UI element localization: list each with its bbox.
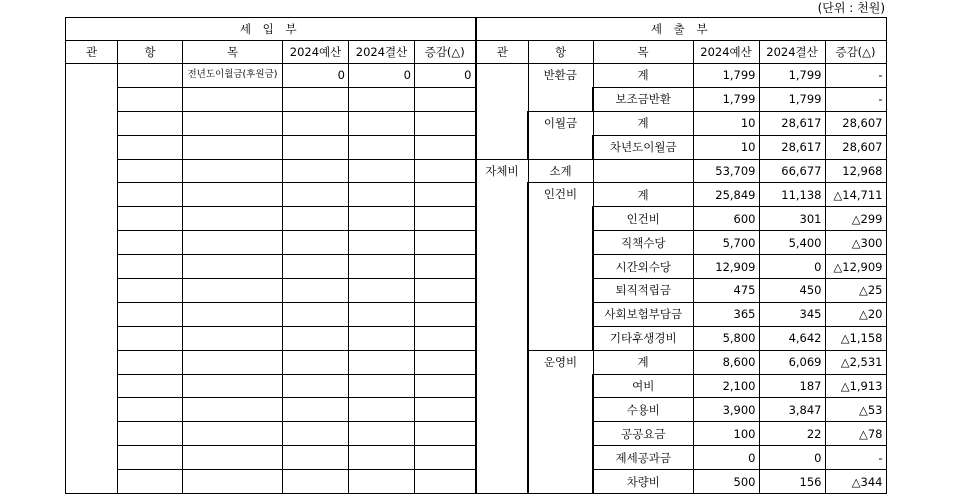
expense-header-row [476, 41, 886, 64]
cell-change: △299 [825, 207, 886, 231]
table-row [476, 64, 886, 88]
cell [118, 64, 183, 88]
cell-settlement: 1,799 [759, 87, 825, 111]
cell-settlement: 6,069 [759, 350, 825, 374]
cell-mok: 인건비 [593, 207, 693, 231]
cell-budget: 1,799 [693, 64, 759, 88]
table-row [66, 64, 476, 88]
table-row [66, 207, 476, 231]
hang-bangwan: 반환금 [528, 64, 593, 112]
revenue-header-row [66, 41, 476, 64]
cell-mok: 계 [593, 183, 693, 207]
cell-budget: 2,100 [693, 374, 759, 398]
hang-unyeong: 운영비 [528, 350, 593, 493]
cell-settlement: 28,617 [759, 111, 825, 135]
table-row [66, 279, 476, 303]
cell-settlement: 28,617 [759, 135, 825, 159]
cell-change: - [825, 64, 886, 88]
table-row [476, 350, 886, 374]
cell-mok: 계 [593, 64, 693, 88]
cell-budget: 1,799 [693, 87, 759, 111]
cell-change: △78 [825, 422, 886, 446]
cell-mok: 계 [593, 111, 693, 135]
cell-mok: 차량비 [593, 470, 693, 494]
cell-budget: 500 [693, 470, 759, 494]
cell-change: △14,711 [825, 183, 886, 207]
cell-mok [593, 159, 693, 183]
cell-mok: 여비 [593, 374, 693, 398]
table-row [66, 159, 476, 183]
table-row [66, 374, 476, 398]
table-row [476, 159, 886, 183]
table-row [66, 398, 476, 422]
cell-change: △1,158 [825, 326, 886, 350]
cell-budget: 0 [283, 64, 349, 88]
cell-mok: 직책수당 [593, 231, 693, 255]
cell-settlement: 0 [759, 255, 825, 279]
cell-change: △25 [825, 279, 886, 303]
table-row [66, 350, 476, 374]
table-row [66, 255, 476, 279]
unit-note: (단위 : 천원) [817, 1, 885, 15]
header-settlement: 2024결산 [349, 41, 415, 64]
cell-change: △20 [825, 302, 886, 326]
cell-change: △12,909 [825, 255, 886, 279]
cell-settlement: 4,642 [759, 326, 825, 350]
cell-change: 0 [415, 64, 476, 88]
cell-mok: 수용비 [593, 398, 693, 422]
header-mok: 목 [183, 41, 283, 64]
cell-mok: 계 [593, 350, 693, 374]
cell-change: - [825, 87, 886, 111]
table-row [66, 111, 476, 135]
header-change: 증감(△) [415, 41, 476, 64]
cell-mok: 공공요금 [593, 422, 693, 446]
revenue-section-title: 세 입 부 [66, 18, 476, 41]
cell-budget: 100 [693, 422, 759, 446]
cell-settlement: 156 [759, 470, 825, 494]
cell-change: 28,607 [825, 135, 886, 159]
cell-change: △300 [825, 231, 886, 255]
table-row [476, 111, 886, 135]
expense-section-title: 세 출 부 [476, 18, 886, 41]
table-row [66, 302, 476, 326]
cell-settlement: 301 [759, 207, 825, 231]
cell-budget: 600 [693, 207, 759, 231]
cell-settlement: 22 [759, 422, 825, 446]
table-row [66, 183, 476, 207]
cell-change: - [825, 446, 886, 470]
cell-change: △2,531 [825, 350, 886, 374]
cell-settlement: 0 [349, 64, 415, 88]
cell-settlement: 66,677 [759, 159, 825, 183]
cell-settlement: 345 [759, 302, 825, 326]
cell-budget: 53,709 [693, 159, 759, 183]
cell-settlement: 5,400 [759, 231, 825, 255]
cell-mok: 퇴직적립금 [593, 279, 693, 303]
cell-budget: 10 [693, 135, 759, 159]
expense-table [475, 17, 887, 494]
cell-settlement: 3,847 [759, 398, 825, 422]
cell-mok: 제세공과금 [593, 446, 693, 470]
header-gwan: 관 [66, 41, 118, 64]
cell-mok: 사회보험부담금 [593, 302, 693, 326]
cell-settlement: 1,799 [759, 64, 825, 88]
cell-budget: 0 [693, 446, 759, 470]
hang-ingeon: 인건비 [528, 183, 593, 350]
table-row [66, 135, 476, 159]
cell-budget: 8,600 [693, 350, 759, 374]
revenue-table [65, 17, 477, 494]
header-hang: 항 [528, 41, 593, 64]
cell-budget: 5,800 [693, 326, 759, 350]
cell-budget: 10 [693, 111, 759, 135]
header-gwan: 관 [476, 41, 528, 64]
cell-mok: 시간외수당 [593, 255, 693, 279]
table-row [66, 446, 476, 470]
header-budget: 2024예산 [283, 41, 349, 64]
cell-settlement: 187 [759, 374, 825, 398]
cell-mok: 보조금반환 [593, 87, 693, 111]
cell-settlement: 0 [759, 446, 825, 470]
cell-budget: 475 [693, 279, 759, 303]
header-settlement: 2024결산 [759, 41, 825, 64]
gwan-jache: 자체비 [476, 159, 528, 493]
table-row [476, 183, 886, 207]
cell-change: △1,913 [825, 374, 886, 398]
cell-mok: 차년도이월금 [593, 135, 693, 159]
hang-iwol: 이월금 [528, 111, 593, 159]
cell-change: △53 [825, 398, 886, 422]
revenue-gwan-cell [66, 64, 118, 494]
table-row [66, 87, 476, 111]
header-budget: 2024예산 [693, 41, 759, 64]
cell-settlement: 450 [759, 279, 825, 303]
gwan-cell-empty [476, 64, 528, 160]
cell-change: 12,968 [825, 159, 886, 183]
cell-settlement: 11,138 [759, 183, 825, 207]
cell-change: △344 [825, 470, 886, 494]
table-row [66, 326, 476, 350]
header-mok: 목 [593, 41, 693, 64]
header-change: 증감(△) [825, 41, 886, 64]
cell-budget: 25,849 [693, 183, 759, 207]
cell-budget: 3,900 [693, 398, 759, 422]
cell-budget: 5,700 [693, 231, 759, 255]
table-row [66, 231, 476, 255]
cell-budget: 365 [693, 302, 759, 326]
header-hang: 항 [118, 41, 183, 64]
cell-change: 28,607 [825, 111, 886, 135]
cell-mok: 전년도이월금(후원금) [183, 64, 283, 88]
table-row [66, 422, 476, 446]
cell-budget: 12,909 [693, 255, 759, 279]
hang-sogye: 소계 [528, 159, 593, 183]
cell-mok: 기타후생경비 [593, 326, 693, 350]
table-row [66, 470, 476, 494]
